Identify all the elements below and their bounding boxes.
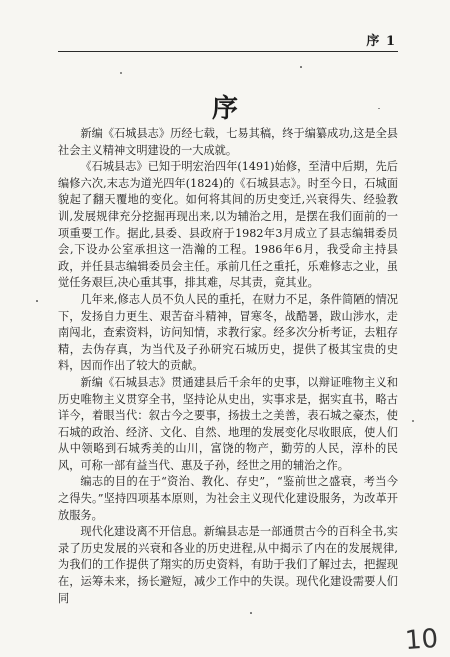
paragraph-1: 新编《石城县志》历经七载，七易其稿，终于编纂成功,这是全县社会主义精神文明建设的一大成就。 xyxy=(58,127,398,157)
paragraph-4: 新编《石城县志》贯通建县后千余年的史事，以辩证唯物主义和历史唯物主义贯穿全书，坚持论从史出，实事求是，据实直书，略古详今，着眼当代：叙古今之要事，扬拔土之美善，表石城之豪杰，使石城的政治、经济、文化、自然、地理的发展变化尽收眼底，使人们从中领略到石城秀美的山川，富饶的物产，勤劳的人民，淳朴的民风，可称一部有益当代、惠及子孙，经世之用的辅治之作。 xyxy=(58,375,398,472)
paragraph-3: 几年来,修志人员不负人民的重托，在财力不足，条件简陋的情况下，发扬自力更生、艰苦奋斗精神，冒寒冬，战酷暑，跋山涉水，走南闯北，查索资料，访问知情，求教行家。经多次分析考证，去粗存精，去伪存真，为当代及子孙研究石城历史，提供了极其宝贵的史料，因而作出了较大的贡献。 xyxy=(58,292,398,373)
paragraph-6: 现代化建设离不开信息。新编县志是一部通贯古今的百科全书,实录了历史发展的兴衰和各业的历史进程,从中揭示了内在的发展规律,为我们的工作提供了翔实的历史资料，有助于我们了解过去，把握现在，运筹未来，扬长避短，减少工作中的失误。现代化建设需要人们同 xyxy=(58,525,398,605)
scan-speck xyxy=(300,66,302,68)
handwritten-margin-mark: 10 xyxy=(403,623,440,657)
preface-body xyxy=(58,126,398,607)
scan-speck xyxy=(36,300,38,302)
page-title: 序 xyxy=(211,94,238,124)
running-header-page-label: 序 1 xyxy=(366,34,396,49)
scan-speck xyxy=(412,420,414,422)
scan-speck xyxy=(250,612,252,614)
paragraph-2: 《石城县志》已知于明宏治四年(1491)始修，至清中后期，先后编修六次,末志为道光四年(1824)的《石城县志》。时至今日，石城面貌起了翻天覆地的变化。如何将其间的历史变迁,兴衰得失、经验教训,发展规律充分挖掘再现出来,以为辅治之用，是摆在我们面前的一项重要工作。据此,县委、县政府于1982年3月成立了县志编辑委员会,下设办公室承担这一浩瀚的工程。1986年6月，我受命主持县政，并任县志编辑委员会主任。承前几任之重托，乐难修志之业，虽觉任务艰巨,决心重其事，排其难，尽其责，竟其业。 xyxy=(58,160,398,290)
paragraph-5: 编志的目的在于“资治、教化、存史”，“鉴前世之盛衰，考当今之得失。”坚持四项基本原则，为社会主义现代化建设服务，为改革开放服务。 xyxy=(58,475,398,522)
scan-speck xyxy=(120,72,122,74)
header-rule xyxy=(58,51,398,52)
scan-speck xyxy=(378,108,380,109)
